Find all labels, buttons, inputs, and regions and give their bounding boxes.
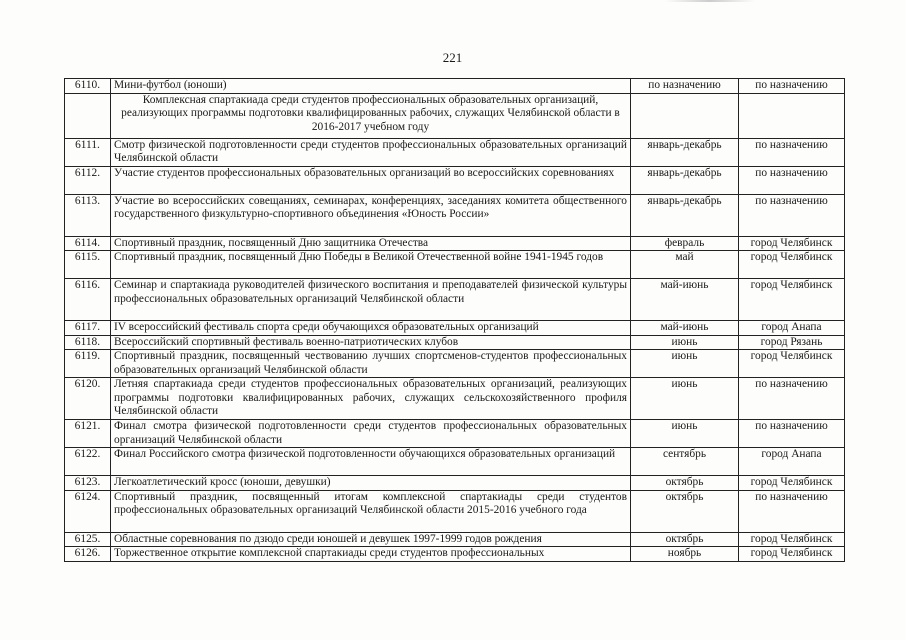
cell-date: июнь [631, 420, 739, 448]
cell-date: сентябрь [631, 448, 739, 476]
cell-place: город Челябинск [739, 476, 845, 491]
section-header-row [65, 93, 845, 138]
cell-place: по назначению [739, 378, 845, 420]
table-row [65, 448, 845, 476]
cell-place: город Челябинск [739, 547, 845, 562]
table-row [65, 194, 845, 236]
cell-number: 6122. [65, 448, 111, 476]
cell-event-name: Участие студентов профессиональных образовательных организаций во всероссийских соревнованиях [111, 166, 631, 194]
page-number: 221 [442, 50, 463, 65]
cell-number: 6113. [65, 194, 111, 236]
cell-number: 6111. [65, 138, 111, 166]
cell-event-name: IV всероссийский фестиваль спорта среди обучающихся образовательных организаций [111, 321, 631, 336]
cell-place [739, 93, 845, 138]
cell-date: июнь [631, 378, 739, 420]
table-row [65, 166, 845, 194]
cell-date: ноябрь [631, 547, 739, 562]
cell-place: по назначению [739, 138, 845, 166]
table-row [65, 335, 845, 350]
table-row [65, 532, 845, 547]
cell-number: 6114. [65, 236, 111, 251]
cell-event-name: Мини-футбол (юноши) [111, 79, 631, 94]
scan-artifact [665, 0, 755, 2]
cell-event-name: Смотр физической подготовленности среди студентов профессиональных образовательных организаций Челябинской области [111, 138, 631, 166]
cell-date [631, 93, 739, 138]
events-table [64, 78, 845, 562]
cell-event-name: Всероссийский спортивный фестиваль военно-патриотических клубов [111, 335, 631, 350]
cell-event-name: Спортивный праздник, посвященный итогам комплексной спартакиады среди студентов профессиональных образовательных организаций Челябинской области 2015-2016 учебного года [111, 490, 631, 532]
cell-place: город Челябинск [739, 236, 845, 251]
table-row [65, 476, 845, 491]
cell-number: 6125. [65, 532, 111, 547]
cell-place: по назначению [739, 420, 845, 448]
table-row [65, 251, 845, 279]
cell-date: октябрь [631, 490, 739, 532]
table-row [65, 321, 845, 336]
cell-date: май-июнь [631, 279, 739, 321]
table-row [65, 279, 845, 321]
cell-place: город Челябинск [739, 532, 845, 547]
cell-date: июнь [631, 335, 739, 350]
cell-place: город Анапа [739, 321, 845, 336]
cell-number [65, 93, 111, 138]
cell-date: май [631, 251, 739, 279]
cell-event-name: Спортивный праздник, посвященный Дню защитника Отечества [111, 236, 631, 251]
cell-date: февраль [631, 236, 739, 251]
cell-event-name: Спортивный праздник, посвященный чествованию лучших спортсменов-студентов профессиональных образовательных организаций Челябинской области [111, 350, 631, 378]
cell-number: 6117. [65, 321, 111, 336]
table-row [65, 138, 845, 166]
cell-number: 6112. [65, 166, 111, 194]
cell-place: город Челябинск [739, 279, 845, 321]
cell-number: 6119. [65, 350, 111, 378]
cell-date: октябрь [631, 476, 739, 491]
cell-number: 6124. [65, 490, 111, 532]
cell-event-name: Финал смотра физической подготовленности среди студентов профессиональных образовательных организаций Челябинской области [111, 420, 631, 448]
cell-event-name: Легкоатлетический кросс (юноши, девушки) [111, 476, 631, 491]
cell-place: по назначению [739, 79, 845, 94]
cell-event-name: Семинар и спартакиада руководителей физического воспитания и преподавателей физической культуры профессиональных образовательных организаций Челябинской области [111, 279, 631, 321]
table-row [65, 490, 845, 532]
cell-event-name: Спортивный праздник, посвященный Дню Победы в Великой Отечественной войне 1941-1945 годов [111, 251, 631, 279]
cell-date: май-июнь [631, 321, 739, 336]
section-title: Комплексная спартакиада среди студентов профессиональных образовательных организаций, реализующих программы подготовки квалифицированных рабочих, служащих Челябинской области в 2016-2017 учебном году [111, 93, 631, 138]
cell-number: 6120. [65, 378, 111, 420]
cell-event-name: Торжественное открытие комплексной спартакиады среди студентов профессиональных [111, 547, 631, 562]
table-row [65, 420, 845, 448]
cell-number: 6110. [65, 79, 111, 94]
cell-date: по назначению [631, 79, 739, 94]
table-row [65, 79, 845, 94]
cell-number: 6121. [65, 420, 111, 448]
cell-date: январь-декабрь [631, 194, 739, 236]
table-row [65, 236, 845, 251]
cell-place: город Рязань [739, 335, 845, 350]
cell-place: город Анапа [739, 448, 845, 476]
cell-number: 6116. [65, 279, 111, 321]
cell-event-name: Областные соревнования по дзюдо среди юношей и девушек 1997-1999 годов рождения [111, 532, 631, 547]
cell-number: 6115. [65, 251, 111, 279]
cell-place: по назначению [739, 194, 845, 236]
cell-place: город Челябинск [739, 350, 845, 378]
table-row [65, 350, 845, 378]
cell-event-name: Участие во всероссийских совещаниях, семинарах, конференциях, заседаниях комитета общественного государственного физкультурно-спортивного объединения «Юность России» [111, 194, 631, 236]
cell-date: июнь [631, 350, 739, 378]
cell-place: по назначению [739, 490, 845, 532]
cell-date: январь-декабрь [631, 138, 739, 166]
table-row [65, 378, 845, 420]
cell-place: по назначению [739, 166, 845, 194]
cell-date: январь-декабрь [631, 166, 739, 194]
cell-number: 6118. [65, 335, 111, 350]
cell-date: октябрь [631, 532, 739, 547]
cell-place: город Челябинск [739, 251, 845, 279]
table-row [65, 547, 845, 562]
cell-number: 6123. [65, 476, 111, 491]
cell-event-name: Финал Российского смотра физической подготовленности обучающихся образовательных организаций [111, 448, 631, 476]
cell-event-name: Летняя спартакиада среди студентов профессиональных образовательных организаций, реализующих программы подготовки квалифицированных рабочих, служащих сельскохозяйственного профиля Челябинской области [111, 378, 631, 420]
cell-number: 6126. [65, 547, 111, 562]
